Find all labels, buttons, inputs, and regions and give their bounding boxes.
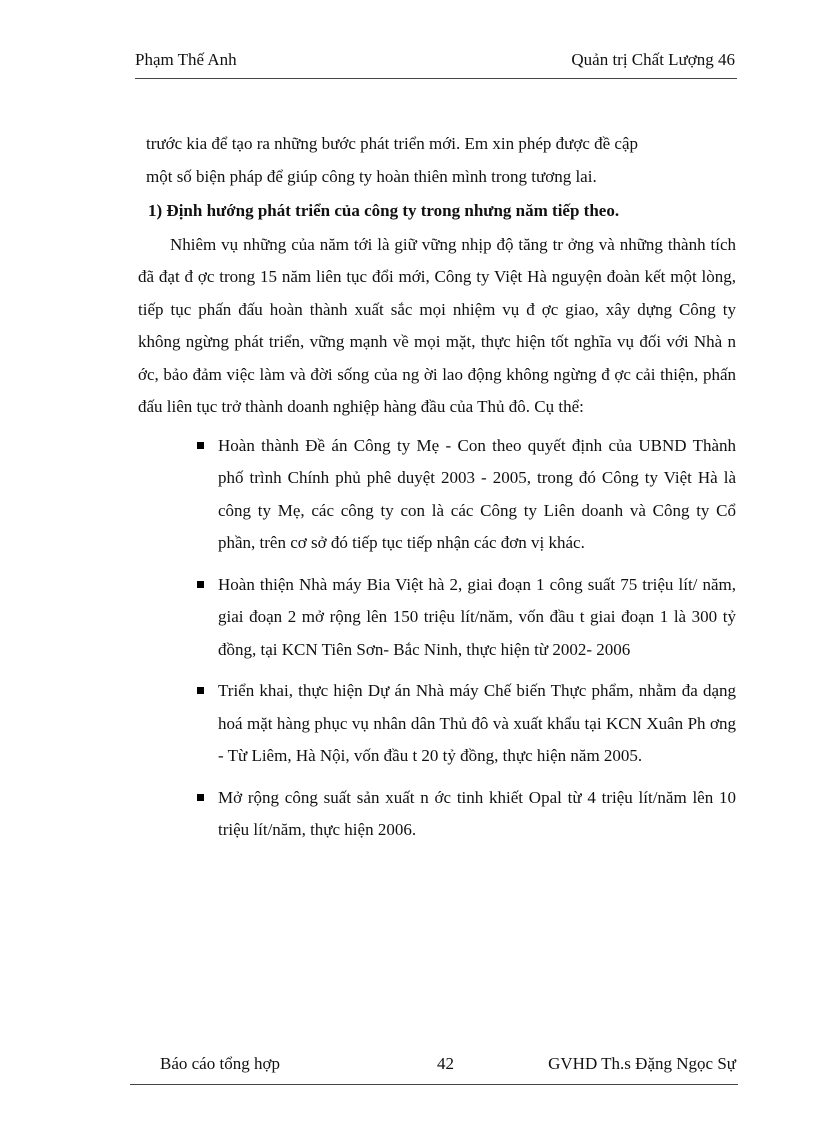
intro-line-2: một số biện pháp để giúp công ty hoàn thiên mình trong tương lai. <box>146 166 597 186</box>
page-footer <box>130 1054 738 1085</box>
section-heading: 1) Định hướng phát triển của công ty trong nhưng năm tiếp theo. <box>148 201 620 220</box>
footer-report-title: Báo cáo tổng hợp <box>160 1054 280 1073</box>
page-number: 42 <box>437 1054 454 1073</box>
list-item <box>138 675 736 773</box>
intro-line-1: trước kia để tạo ra những bước phát triển mới. Em xin phép được đề cập <box>146 134 639 153</box>
square-bullet-icon <box>197 794 204 801</box>
main-paragraph: Nhiêm vụ những của năm tới là giữ vững nhịp độ tăng tr ởng và những thành tích đã đạt đ ợc trong 15 năm liên tục đổi mới, Công ty Việt Hà nguyện đoàn kết một lòng, tiếp tục phấn đấu hoàn thành xuất sắc mọi nhiệm vụ đ ợc giao, xây dựng Công ty không ngừng phát triển, vững mạnh về mọi mặt, thực hiện tốt nghĩa vụ đối với Nhà n ớc, bảo đảm việc làm và đời sống của ng ời lao động không ngừng đ ợc cải thiện, phấn đấu liên tục trở thành doanh nghiệp hàng đầu của Thủ đô. Cụ thể: <box>138 234 736 416</box>
list-item-text: Hoàn thành Đề án Công ty Mẹ - Con theo quyết định của UBND Thành phố trình Chính phủ phê duyệt 2003 - 2005, trong đó Công ty Việt Hà là công ty Mẹ, các công ty con là các Công ty Liên doanh và Công ty Cổ phần, trên cơ sở đó tiếp tục tiếp nhận các đơn vị khác. <box>218 435 736 552</box>
list-item <box>138 430 736 560</box>
header-course: Quản trị Chất Lượng 46 <box>571 50 735 69</box>
list-item <box>138 782 736 847</box>
header-author: Phạm Thế Anh <box>135 50 237 69</box>
list-item-text: Mở rộng công suất sản xuất n ớc tinh khiết Opal từ 4 triệu lít/năm lên 10 triệu lít/năm, thực hiện 2006. <box>218 787 736 839</box>
page-body <box>138 128 736 856</box>
list-item-text: Hoàn thiện Nhà máy Bia Việt hà 2, giai đoạn 1 công suất 75 triệu lít/ năm, giai đoạn 2 mở rộng lên 150 triệu lít/năm, vốn đầu t giai đoạn 1 là 300 tỷ đồng, tại KCN Tiên Sơn- Bắc Ninh, thực hiện từ 2002- 2006 <box>218 574 736 659</box>
list-item <box>138 569 736 667</box>
footer-supervisor: GVHD Th.s Đặng Ngọc Sự <box>548 1054 736 1073</box>
square-bullet-icon <box>197 687 204 694</box>
page-header <box>135 48 737 79</box>
bullet-list <box>138 430 736 847</box>
square-bullet-icon <box>197 442 204 449</box>
list-item-text: Triển khai, thực hiện Dự án Nhà máy Chế biến Thực phẩm, nhằm đa dạng hoá mặt hàng phục vụ nhân dân Thủ đô và xuất khẩu tại KCN Xuân Ph ơng - Từ Liêm, Hà Nội, vốn đầu t 20 tỷ đồng, thực hiện năm 2005. <box>218 681 736 765</box>
square-bullet-icon <box>197 581 204 588</box>
